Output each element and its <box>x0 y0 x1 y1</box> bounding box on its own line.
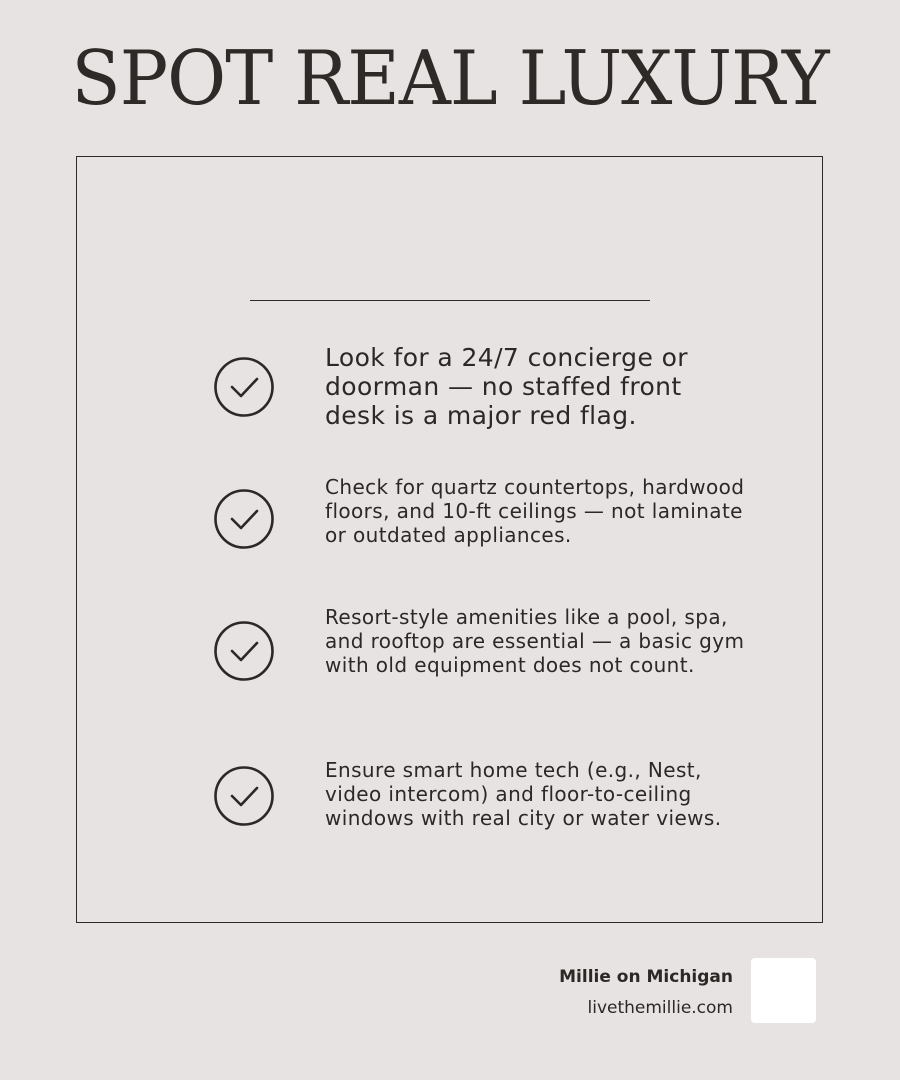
checklist-item-text: Look for a 24/7 concierge or doorman — no staffed front desk is a major red flag. <box>325 343 688 430</box>
website-link[interactable]: livethemillie.com <box>587 998 733 1018</box>
check-circle-icon <box>213 356 275 418</box>
divider-line <box>250 300 650 301</box>
checklist-item-text: Ensure smart home tech (e.g., Nest, video intercom) and floor-to-ceiling windows with real city or water views. <box>325 758 722 830</box>
brand-name: Millie on Michigan <box>559 967 733 987</box>
check-circle-icon <box>213 620 275 682</box>
check-circle-icon <box>213 488 275 550</box>
checklist-item-text: Resort-style amenities like a pool, spa, and rooftop are essential — a basic gym with old equipment does not count. <box>325 605 745 677</box>
check-circle-icon <box>213 765 275 827</box>
page-title: SPOT REAL LUXURY <box>71 34 829 122</box>
checklist-item-text: Check for quartz countertops, hardwood floors, and 10-ft ceilings — not laminate or outdated appliances. <box>325 475 745 547</box>
brand-block <box>559 966 733 1019</box>
logo-placeholder <box>751 958 816 1023</box>
